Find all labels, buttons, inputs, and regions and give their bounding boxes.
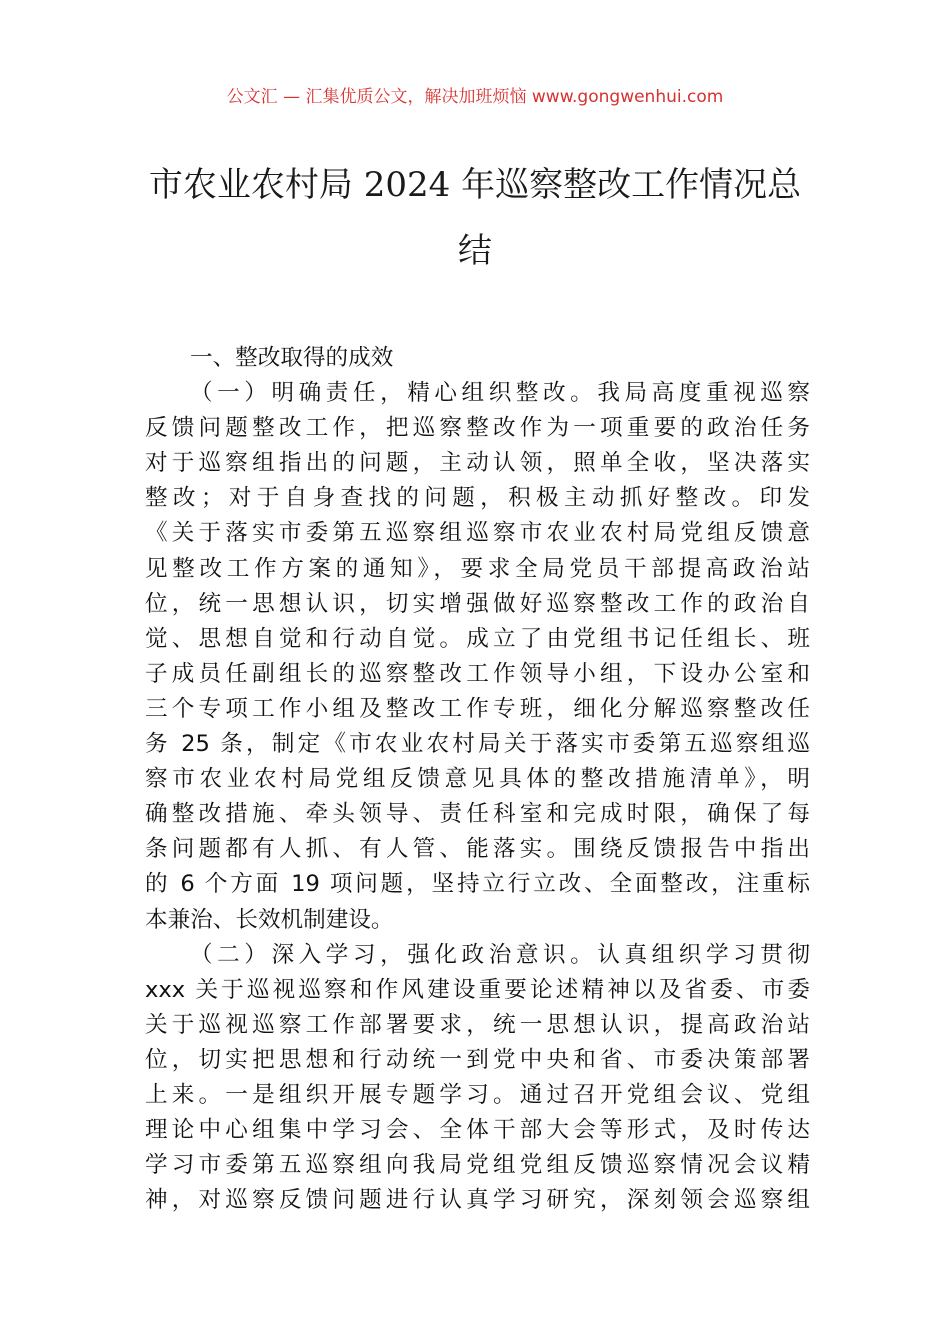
paragraph-line: 子成员任副组长的巡察整改工作领导小组，下设办公室和 — [145, 660, 810, 687]
paragraph-line: 位，统一思想认识，切实增强做好巡察整改工作的政治自 — [145, 590, 810, 617]
paragraph-line: 本兼治、长效机制建设。 — [145, 906, 394, 933]
paragraph-line: 确整改措施、牵头领导、责任科室和完成时限，确保了每 — [145, 801, 810, 828]
paragraph-line: 反馈问题整改工作，把巡察整改作为一项重要的政治任务 — [145, 415, 810, 442]
paragraph-line: 的 6 个方面 19 项问题，坚持立行立改、全面整改，注重标 — [145, 871, 810, 898]
paragraph-line: 见整改工作方案的通知》，要求全局党员干部提高政治站 — [145, 555, 810, 582]
paragraph-line: 觉、思想自觉和行动自觉。成立了由党组书记任组长、班 — [145, 625, 810, 652]
paragraph-line: 神，对巡察反馈问题进行认真学习研究，深刻领会巡察组 — [145, 1187, 810, 1214]
paragraph-line: 条问题都有人抓、有人管、能落实。围绕反馈报告中指出 — [145, 836, 810, 863]
document-body — [145, 341, 810, 1218]
paragraph-line: （一）明确责任，精心组织整改。我局高度重视巡察 — [190, 380, 810, 407]
paragraph-line: （二）深入学习，强化政治意识。认真组织学习贯彻 — [190, 941, 810, 968]
title-line-2: 结 — [458, 231, 492, 271]
paragraph-line: 整改；对于自身查找的问题，积极主动抓好整改。印发 — [145, 485, 810, 512]
paragraph-line: 理论中心组集中学习会、全体干部大会等形式，及时传达 — [145, 1117, 810, 1144]
paragraph-line: 上来。一是组织开展专题学习。通过召开党组会议、党组 — [145, 1081, 810, 1108]
paragraph-line: 学习市委第五巡察组向我局党组党组反馈巡察情况会议精 — [145, 1152, 810, 1179]
section-heading: 一、整改取得的成效 — [190, 345, 394, 371]
paragraph-line: 察市农业农村局党组反馈意见具体的整改措施清单》，明 — [145, 766, 810, 793]
paragraph-line: xxx 关于巡视巡察和作风建设重要论述精神以及省委、市委 — [145, 976, 810, 1003]
paragraph-line: 关于巡视巡察工作部署要求，统一思想认识，提高政治站 — [145, 1011, 810, 1038]
paragraph-line: 务 25 条，制定《市农业农村局关于落实市委第五巡察组巡 — [145, 731, 810, 758]
paragraph-line: 位，切实把思想和行动统一到党中央和省、市委决策部署 — [145, 1046, 810, 1073]
header-banner: 公文汇 — 汇集优质公文，解决加班烦恼 www.gongwenhui.com — [226, 87, 724, 107]
document-title — [110, 152, 840, 284]
paragraph-line: 对于巡察组指出的问题，主动认领，照单全收，坚决落实 — [145, 450, 810, 477]
paragraph-line: 三个专项工作小组及整改工作专班，细化分解巡察整改任 — [145, 695, 810, 722]
title-line-1: 市农业农村局 2024 年巡察整改工作情况总 — [148, 165, 802, 205]
paragraph-line: 《关于落实市委第五巡察组巡察市农业农村局党组反馈意 — [145, 520, 810, 547]
